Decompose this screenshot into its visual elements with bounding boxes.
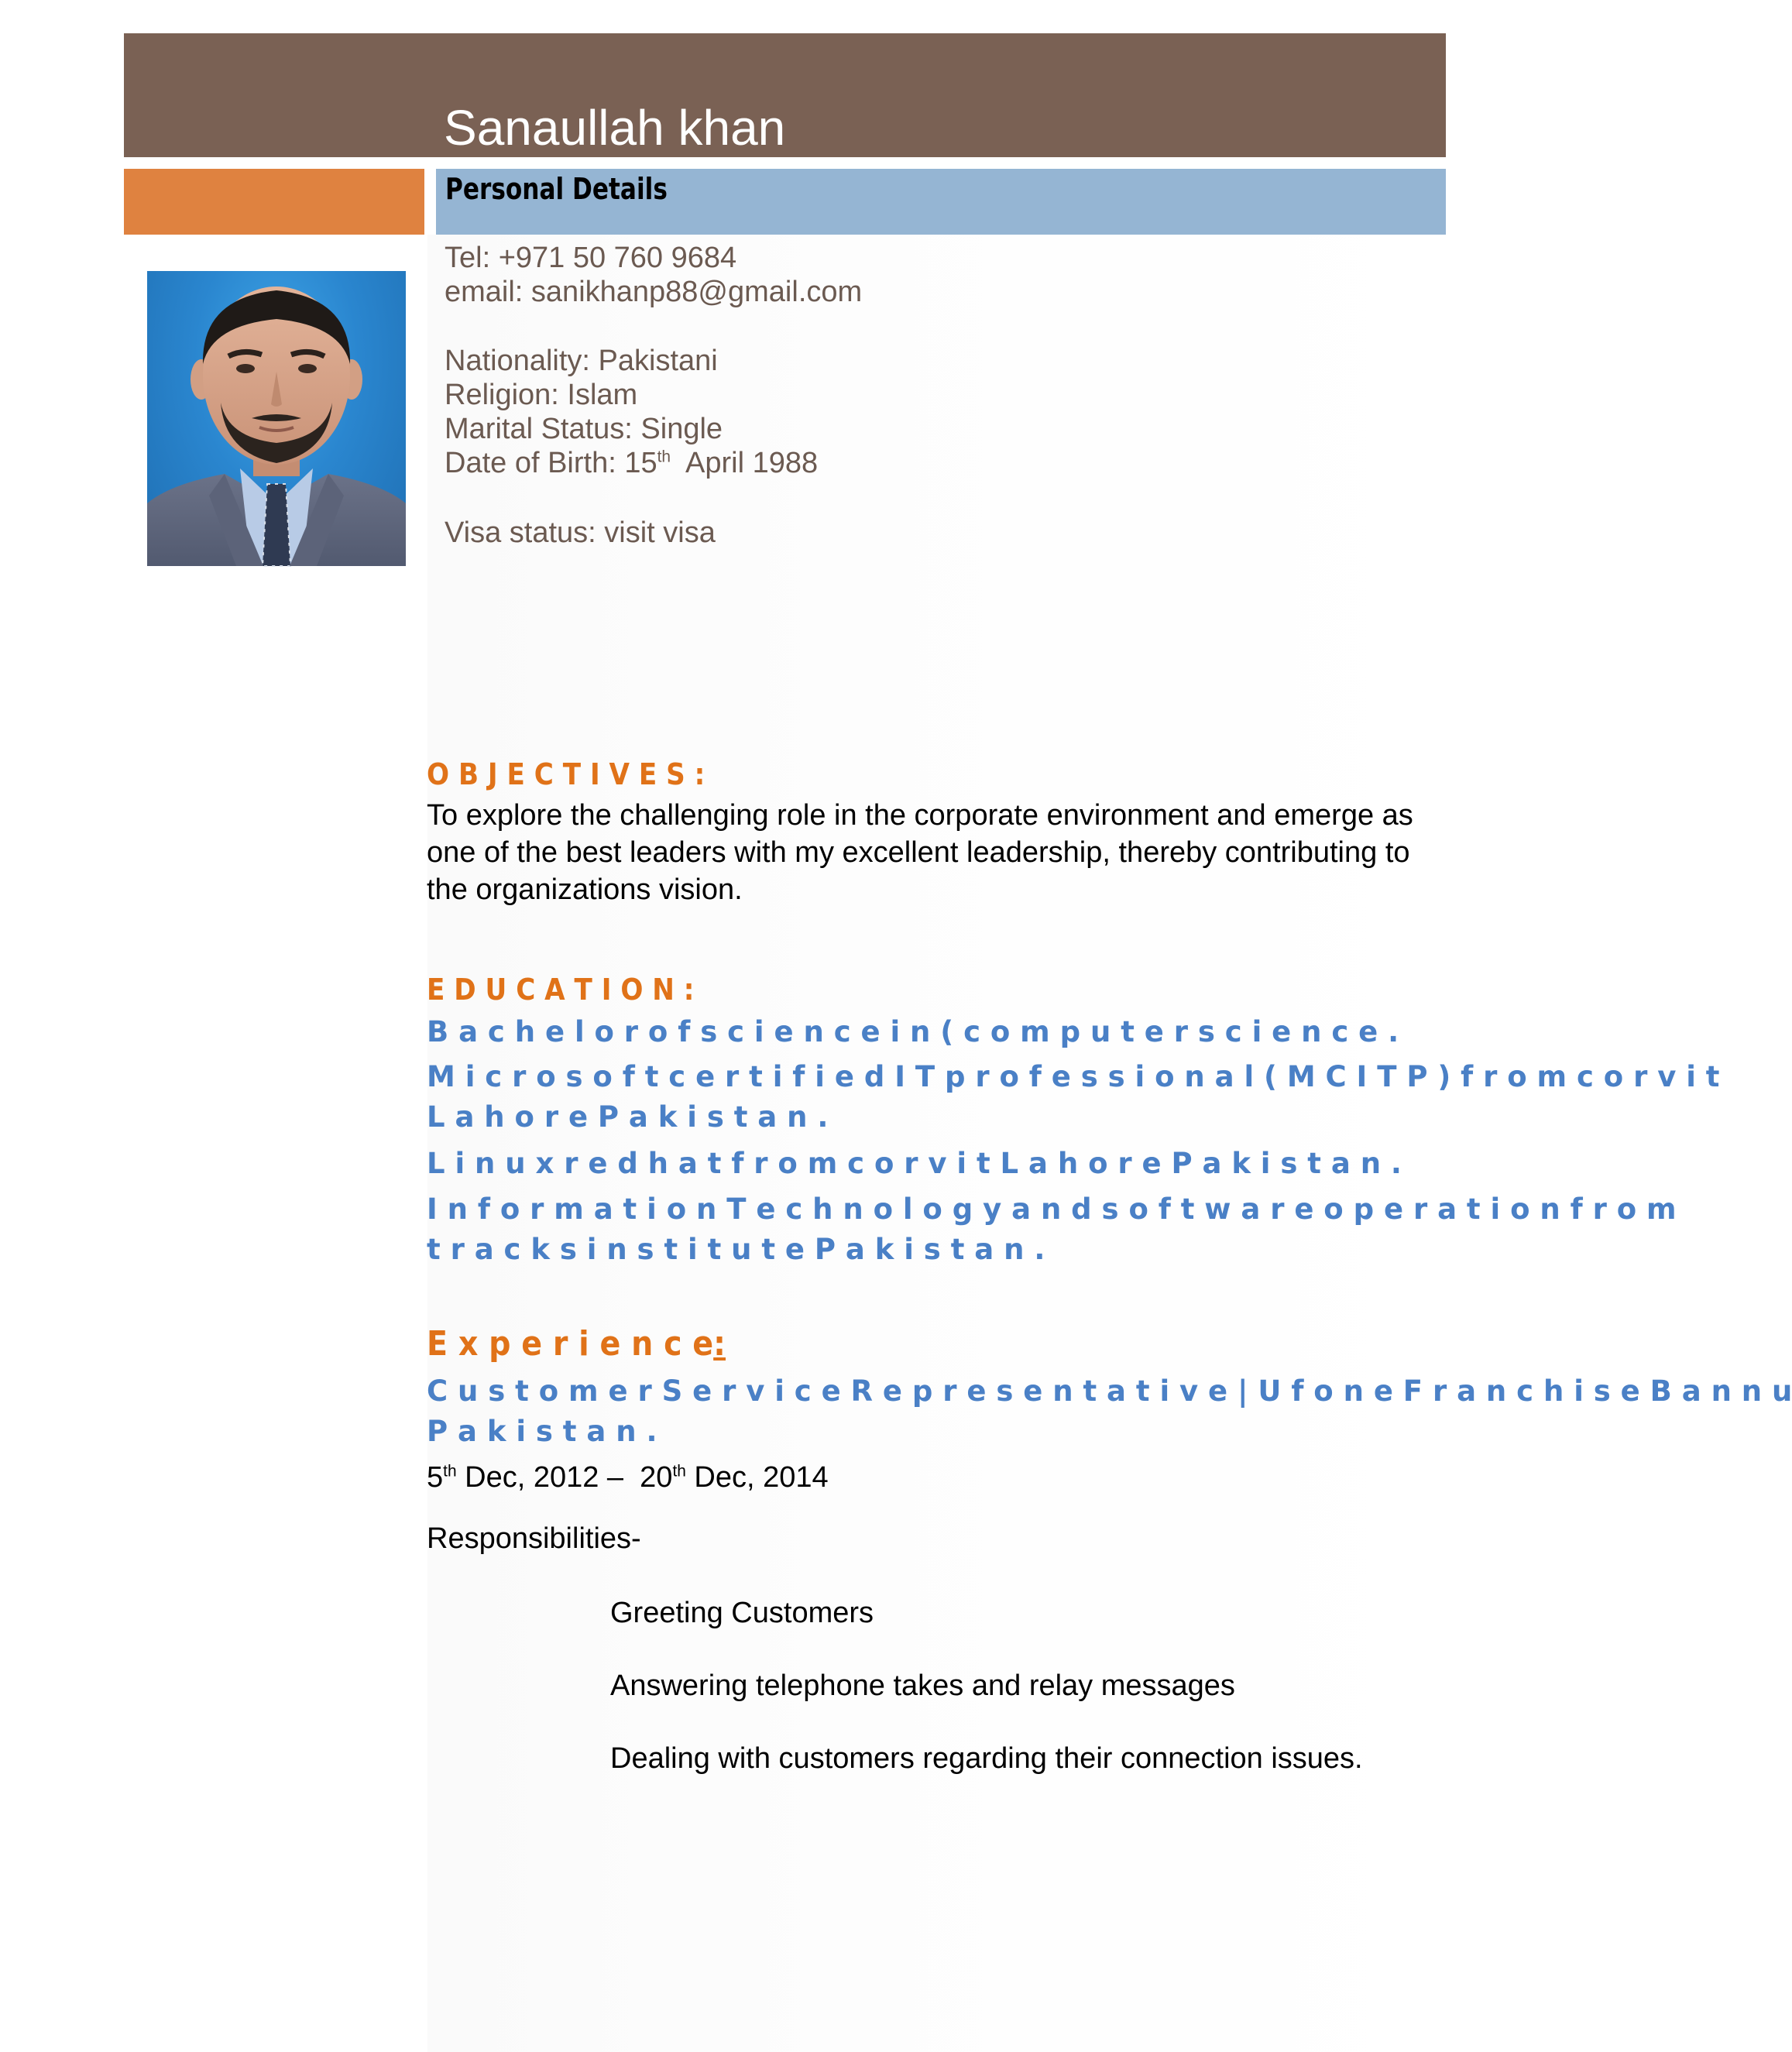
profile-photo-illustration bbox=[147, 271, 406, 566]
profile-photo bbox=[147, 271, 406, 566]
responsibilities-label: Responsibilities- bbox=[427, 1522, 641, 1555]
start-day: 5 bbox=[427, 1461, 444, 1494]
experience-heading bbox=[427, 1324, 726, 1364]
visa-status: Visa status: visit visa bbox=[445, 516, 716, 549]
personal-details-title: Personal Details bbox=[445, 172, 668, 206]
objectives-line-3: the organizations vision. bbox=[427, 873, 743, 906]
experience-heading-colon: : bbox=[713, 1324, 726, 1364]
education-heading: E D U C A T I O N : bbox=[427, 973, 695, 1007]
responsibility-item-1: Greeting Customers bbox=[610, 1597, 874, 1629]
content-background bbox=[427, 235, 1446, 2052]
date-middle: Dec, 2012 – 20 bbox=[456, 1461, 673, 1494]
objectives-heading: O B J E C T I V E S : bbox=[427, 757, 705, 791]
experience-dates bbox=[427, 1461, 829, 1494]
experience-role-line-2: P a k i s t a n . bbox=[427, 1415, 657, 1448]
person-name: Sanaullah khan bbox=[444, 100, 786, 156]
start-ordinal: th bbox=[443, 1462, 457, 1481]
religion: Religion: Islam bbox=[445, 379, 638, 411]
dob-ordinal: th bbox=[657, 448, 671, 466]
marital-status: Marital Status: Single bbox=[445, 413, 723, 445]
end-rest: Dec, 2014 bbox=[685, 1461, 829, 1494]
end-ordinal: th bbox=[672, 1462, 686, 1481]
dob-suffix: April 1988 bbox=[671, 447, 819, 479]
education-item-3: L i n u x r e d h a t f r o m c o r v i t L a h o r e P a k i s t a n . bbox=[427, 1147, 1402, 1180]
contact-tel: Tel: +971 50 760 9684 bbox=[445, 242, 737, 274]
objectives-line-1: To explore the challenging role in the corporate environment and emerge as bbox=[427, 799, 1413, 832]
dob-prefix: Date of Birth: 15 bbox=[445, 447, 657, 479]
education-item-4-cont: t r a c k s i n s t i t u t e P a k i s t a n . bbox=[427, 1233, 1045, 1266]
nationality: Nationality: Pakistani bbox=[445, 345, 718, 377]
objectives-line-2: one of the best leaders with my excellent leadership, thereby contributing to bbox=[427, 836, 1410, 869]
contact-email[interactable]: email: sanikhanp88@gmail.com bbox=[445, 276, 863, 308]
experience-heading-text: E x p e r i e n c e bbox=[427, 1324, 714, 1364]
responsibility-item-3: Dealing with customers regarding their connection issues. bbox=[610, 1742, 1363, 1775]
education-item-2-cont: L a h o r e P a k i s t a n . bbox=[427, 1100, 829, 1134]
responsibility-item-2: Answering telephone takes and relay messages bbox=[610, 1669, 1235, 1702]
accent-block bbox=[124, 169, 424, 235]
education-item-4: I n f o r m a t i o n T e c h n o l o g y a n d s o f t w a r e o p e r a t i o n f r o m bbox=[427, 1192, 1677, 1226]
date-of-birth bbox=[445, 447, 818, 480]
experience-role-line-1: C u s t o m e r S e r v i c e R e p r e s e n t a t i v e | U f o n e F r a n c h i s e B a n n u bbox=[427, 1374, 1792, 1408]
education-item-2: M i c r o s o f t c e r t i f i e d I T p r o f e s s i o n a l ( M C I T P ) f r o m c o r v i t bbox=[427, 1060, 1720, 1093]
education-item-1: B a c h e l o r o f s c i e n c e i n ( c o m p u t e r s c i e n c e . bbox=[427, 1015, 1399, 1048]
